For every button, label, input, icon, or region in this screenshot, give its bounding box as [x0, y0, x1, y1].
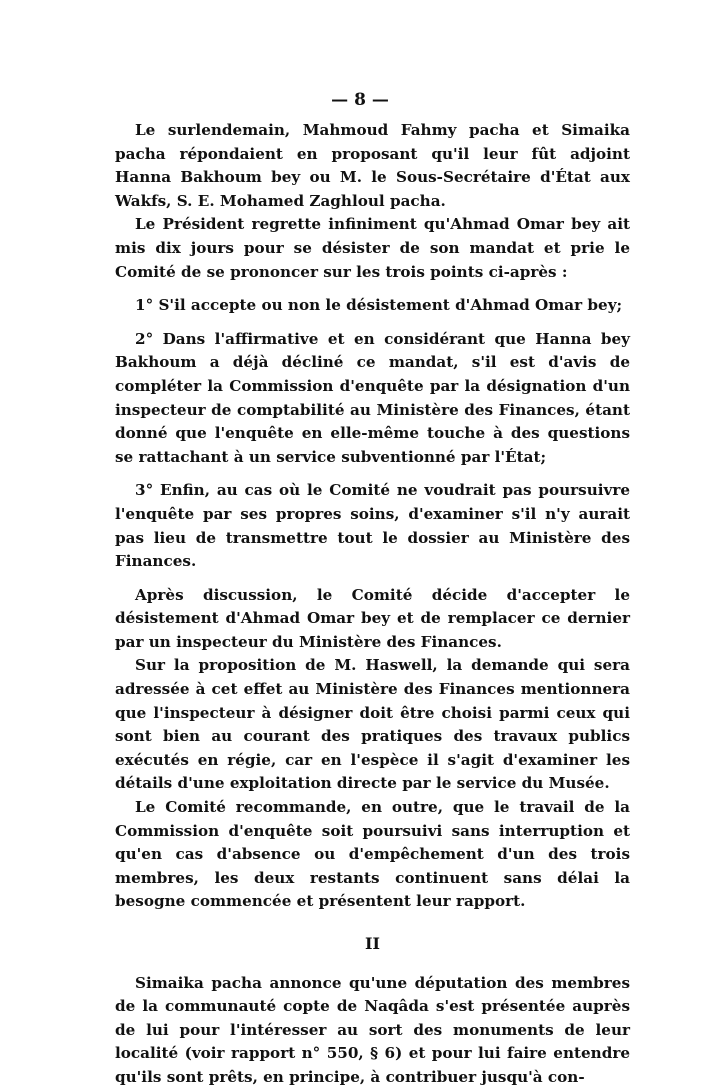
section-heading: II — [365, 934, 380, 953]
paragraph-2: Le Président regrette infiniment qu'Ahmad Omar bey ait mis dix jours pour se désister de son mandat et prie le Comité de se prononcer sur les trois points ci-après : — [115, 215, 630, 281]
paragraph-3: Après discussion, le Comité décide d'accepter le désistement d'Ahmad Omar bey et de remplacer ce dernier par un inspecteur du Ministère des Finances. — [115, 585, 630, 651]
paragraph-4: Sur la proposition de M. Haswell, la demande qui sera adressée à cet effet au Ministère des Finances mentionnera que l'inspecteur à désigner doit être choisi parmi ceux qui sont bien au courant des pratiques des travaux publics exécutés en régie, car en l'espèce il s'agit d'examiner les détails d'une exploitation directe par le service du Musée. — [115, 656, 630, 793]
paragraph-5: Le Comité recommande, en outre, que le travail de la Commission d'enquête soit poursuivi sans interruption et qu'en cas d'absence ou d'empêchement d'un des trois membres, les deux restants continuent sans délai la besogne commencée et présentent leur rapport. — [115, 798, 630, 911]
paragraph-6: Simaika pacha annonce qu'une députation des membres de la communauté copte de Naqâda s'est présentée auprès de lui pour l'intéresser au sort des monuments de leur localité (voir rapport n° 550, § 6) et pour lui faire entendre qu'ils sont prêts, en principe, à contribuer jusqu'à con- — [115, 973, 630, 1086]
list-item-2: 2° Dans l'affirmative et en considérant que Hanna bey Bakhoum a déjà décliné ce mandat, s'il est d'avis de compléter la Commission d'enquête par la désignation d'un inspecteur de comptabilité au Ministère des Finances, étant donné que l'enquête en elle-même touche à des questions se rattachant à un service subventionné par l'État; — [115, 329, 630, 466]
list-item-3: 3° Enfin, au cas où le Comité ne voudrait pas poursuivre l'enquête par ses propres soins, d'examiner s'il n'y aurait pas lieu de transmettre tout le dossier au Ministère des Finances. — [115, 481, 630, 571]
body-text — [115, 119, 630, 1090]
paragraph-1: Le surlendemain, Mahmoud Fahmy pacha et Simaika pacha répondaient en proposant qu'il leur fût adjoint Hanna Bakhoum bey ou M. le Sous-Secrétaire d'État aux Wakfs, S. E. Mohamed Zaghloul pacha. — [115, 121, 630, 210]
page-number: — 8 — — [331, 90, 389, 110]
list-item-1: 1° S'il accepte ou non le désistement d'Ahmad Omar bey; — [135, 296, 623, 315]
